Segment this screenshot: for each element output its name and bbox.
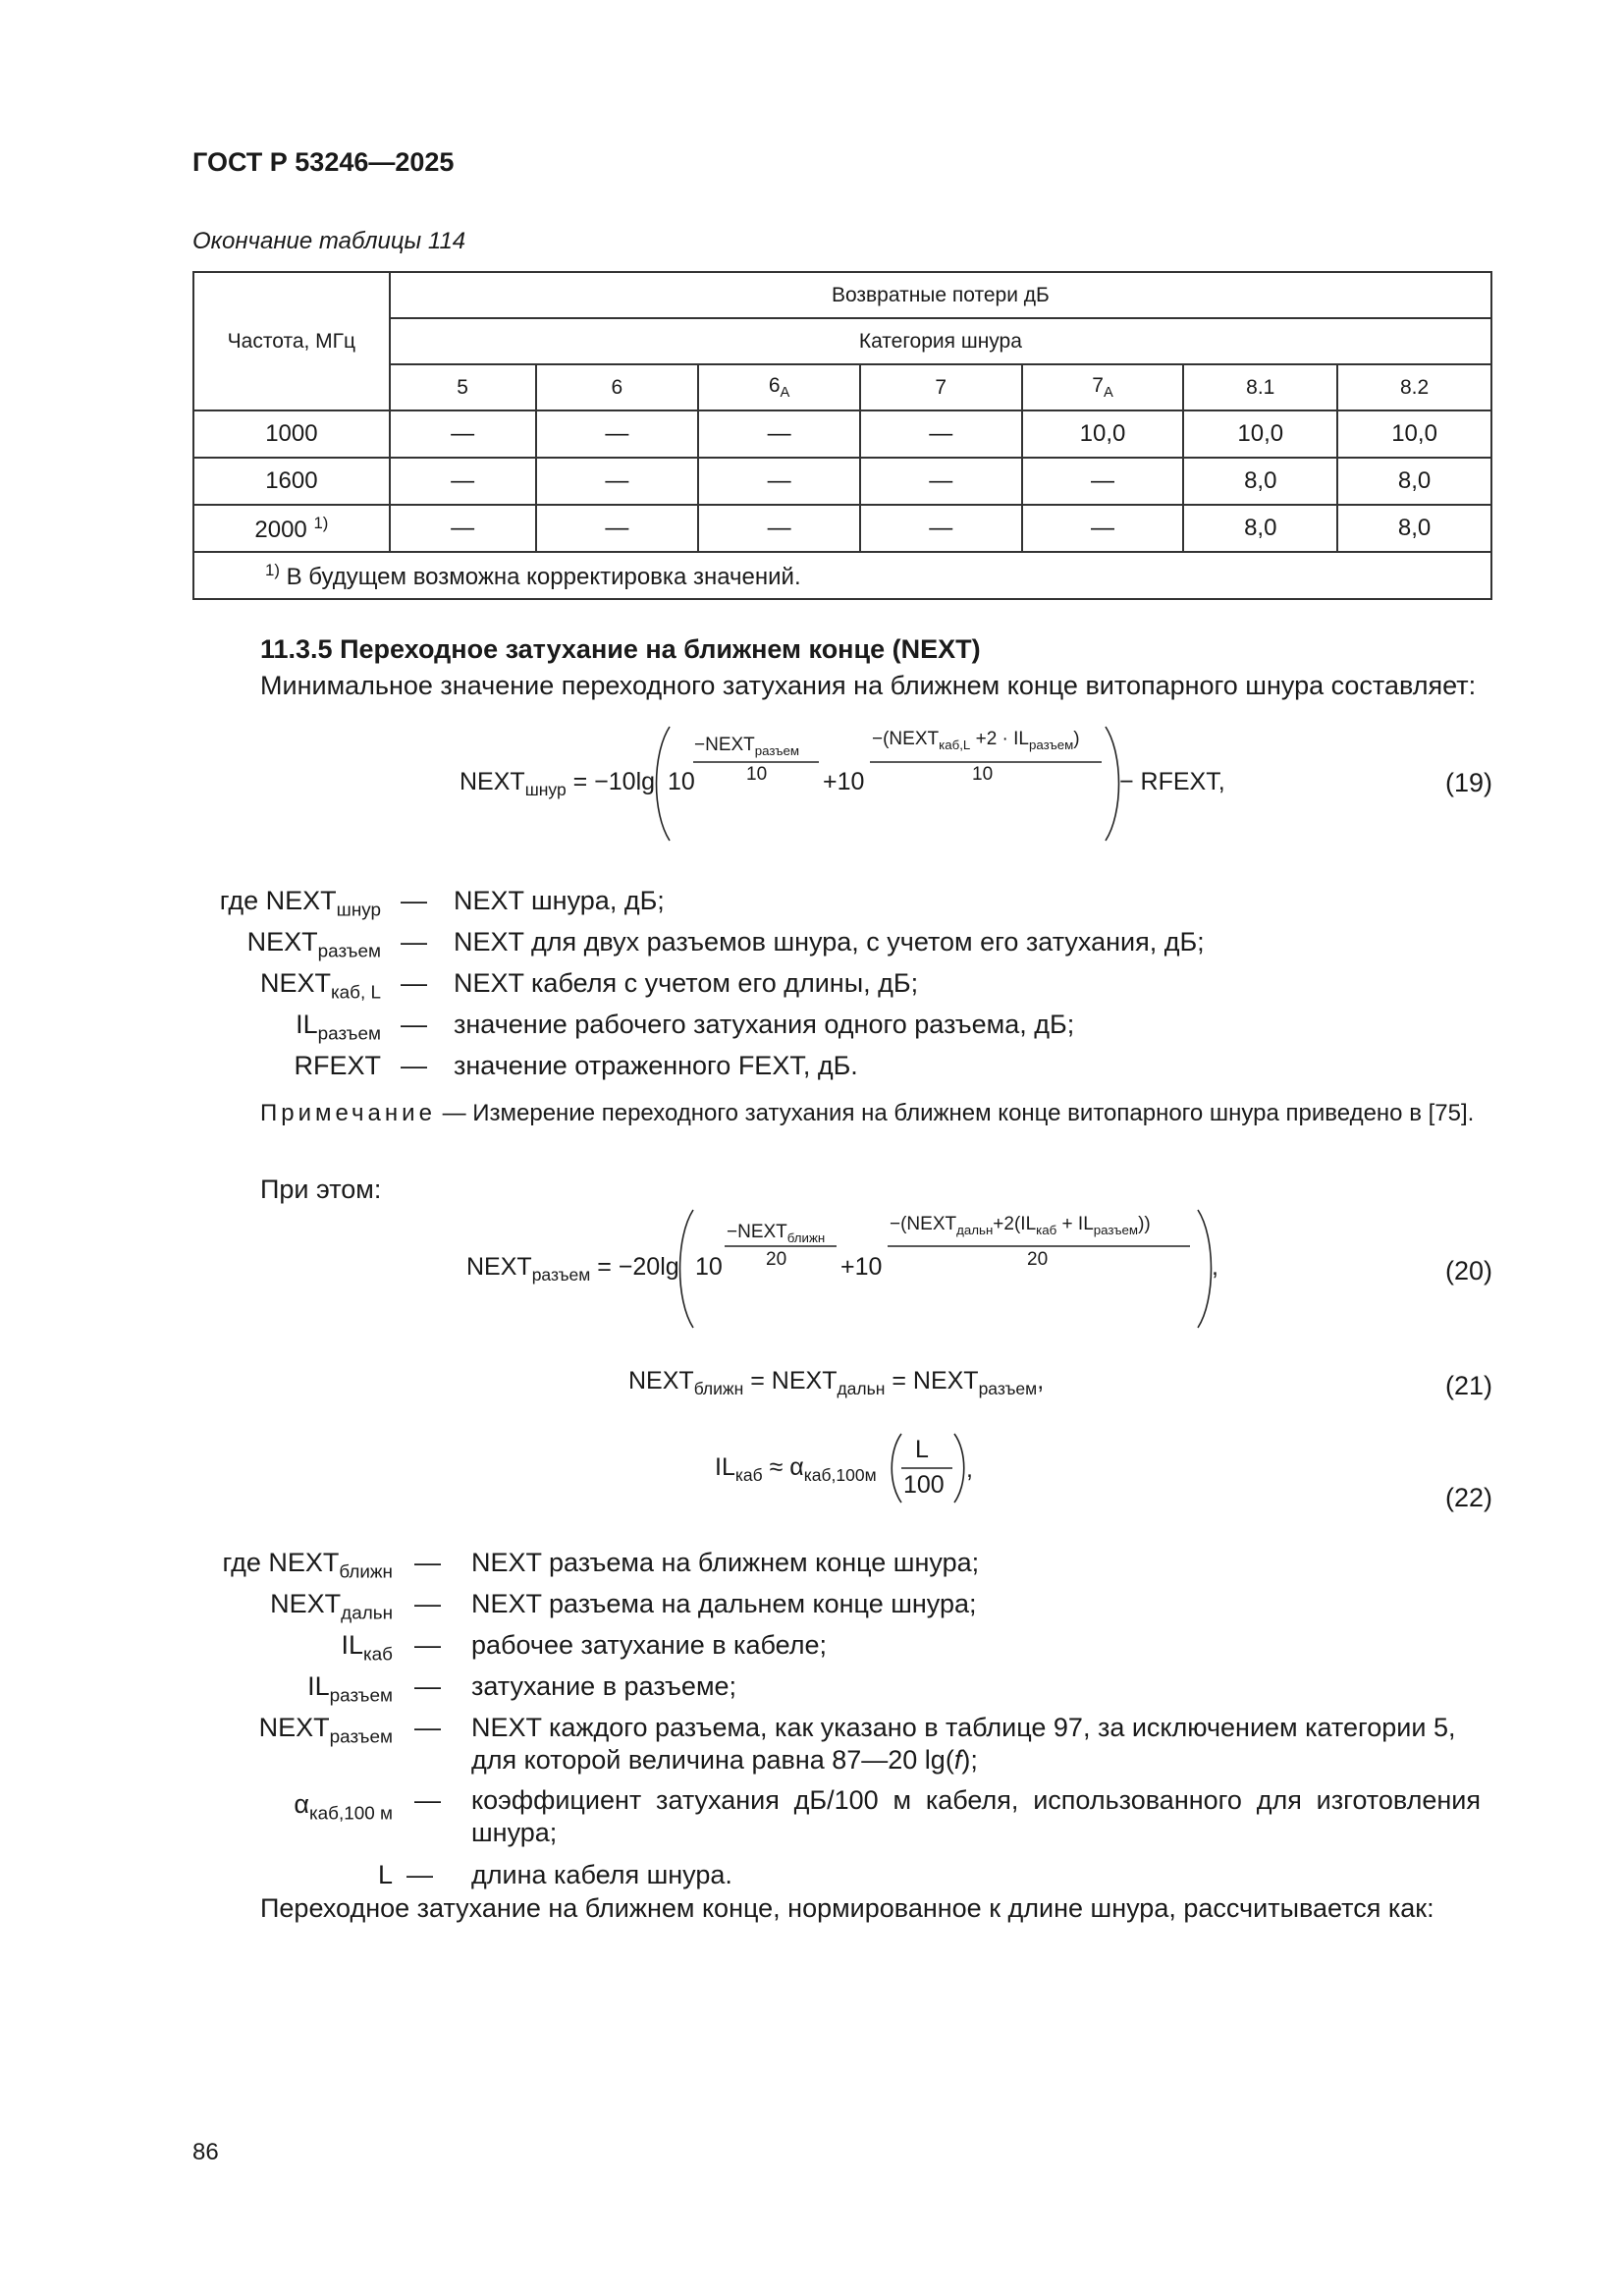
equation-number: (21) bbox=[1445, 1371, 1493, 1400]
table-row: 1600 — — — — — 8,0 8,0 bbox=[193, 458, 1491, 505]
table-footnote: $^{1)}$ В будущем возможна корректировка значений. bbox=[193, 552, 1491, 599]
note: Примечание — Измерение переходного затухания на ближнем конце витопарного шнура приведено в [75]. bbox=[260, 1100, 1475, 1126]
group-header: Возвратные потери дБ bbox=[390, 272, 1491, 318]
cat-header: $6_A$ bbox=[698, 364, 860, 410]
cat-header: $7_A$ bbox=[1022, 364, 1184, 410]
return-loss-table bbox=[192, 271, 1492, 600]
cat-header: 6 bbox=[536, 364, 699, 410]
cat-header: 8.1 bbox=[1183, 364, 1337, 410]
sub-header: Категория шнура bbox=[390, 318, 1491, 364]
document-code: ГОСТ Р 53246—2025 bbox=[192, 147, 455, 177]
paragraph-pri-etom: При этом: bbox=[260, 1175, 382, 1204]
footnote-mark: 1) bbox=[313, 513, 329, 532]
equation-number: (22) bbox=[1445, 1483, 1493, 1512]
cat-header: 5 bbox=[390, 364, 536, 410]
cat-header: 8.2 bbox=[1337, 364, 1491, 410]
page-number: 86 bbox=[192, 2139, 219, 2165]
equation-number: (19) bbox=[1445, 768, 1493, 797]
col-frequency-header: Частота, МГц bbox=[193, 272, 390, 410]
closing-paragraph: Переходное затухание на ближнем конце, нормированное к длине шнура, рассчитывается как: bbox=[260, 1893, 1434, 1923]
table-row: 1000 — — — — 10,0 10,0 10,0 bbox=[193, 410, 1491, 458]
section-title: 11.3.5 Переходное затухание на ближнем конце (NEXT) bbox=[260, 634, 981, 664]
equation-number: (20) bbox=[1445, 1256, 1493, 1285]
section-intro: Минимальное значение переходного затухания на ближнем конце витопарного шнура составляет: bbox=[260, 671, 1477, 700]
cat-header: 7 bbox=[860, 364, 1022, 410]
table-row: 2000 $^{1)}$ — — — — — 8,0 8,0 bbox=[193, 505, 1491, 552]
table-caption: Окончание таблицы 114 bbox=[192, 228, 466, 254]
